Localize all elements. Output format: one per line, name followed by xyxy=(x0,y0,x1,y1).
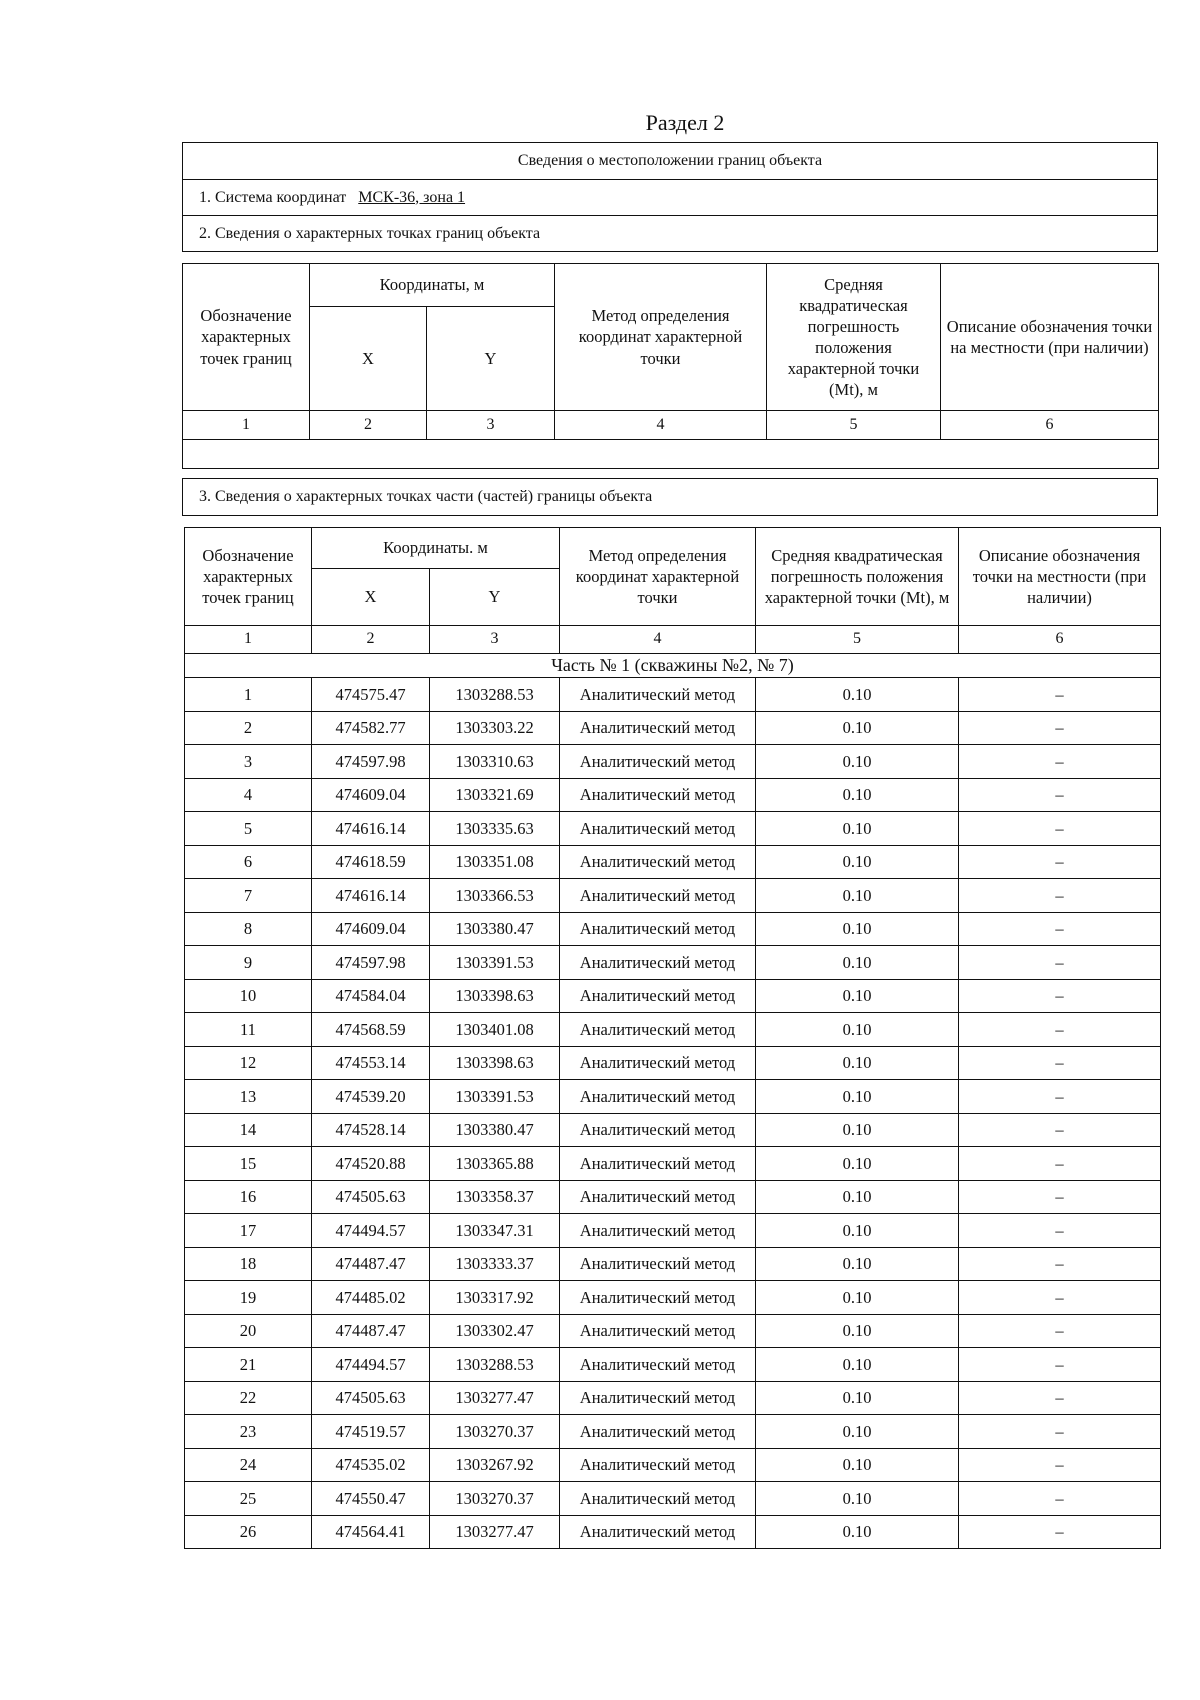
table-row xyxy=(185,1314,1161,1348)
mt-error: 0.10 xyxy=(756,1381,959,1415)
method: Аналитический метод xyxy=(560,979,756,1013)
table-row xyxy=(185,745,1161,779)
point-number: 4 xyxy=(185,778,312,812)
mt-error: 0.10 xyxy=(756,1046,959,1080)
col-number: 4 xyxy=(555,411,767,440)
point-number: 11 xyxy=(185,1013,312,1047)
mt-error: 0.10 xyxy=(756,946,959,980)
method: Аналитический метод xyxy=(560,812,756,846)
header-error: Средняя квадратическая погрешность положения характерной точки (Mt), м xyxy=(756,528,959,626)
coord-y: 1303391.53 xyxy=(430,1080,560,1114)
mt-error: 0.10 xyxy=(756,1147,959,1181)
description: – xyxy=(959,812,1161,846)
point-number: 7 xyxy=(185,879,312,913)
point-number: 23 xyxy=(185,1415,312,1449)
description: – xyxy=(959,745,1161,779)
coord-y: 1303288.53 xyxy=(430,678,560,712)
point-number: 25 xyxy=(185,1482,312,1516)
header-x: X xyxy=(312,569,430,626)
point-number: 26 xyxy=(185,1515,312,1549)
coord-x: 474528.14 xyxy=(312,1113,430,1147)
mt-error: 0.10 xyxy=(756,879,959,913)
coord-y: 1303401.08 xyxy=(430,1013,560,1047)
description: – xyxy=(959,1381,1161,1415)
section2-heading: 2. Сведения о характерных точках границ объекта xyxy=(183,215,1157,251)
point-number: 20 xyxy=(185,1314,312,1348)
description: – xyxy=(959,979,1161,1013)
mt-error: 0.10 xyxy=(756,778,959,812)
coord-y: 1303303.22 xyxy=(430,711,560,745)
method: Аналитический метод xyxy=(560,879,756,913)
mt-error: 0.10 xyxy=(756,1214,959,1248)
coord-x: 474568.59 xyxy=(312,1013,430,1047)
coord-x: 474520.88 xyxy=(312,1147,430,1181)
point-number: 13 xyxy=(185,1080,312,1114)
method: Аналитический метод xyxy=(560,1113,756,1147)
coord-y: 1303380.47 xyxy=(430,912,560,946)
method: Аналитический метод xyxy=(560,1147,756,1181)
header-description: Описание обозначения точки на местности (при наличии) xyxy=(959,528,1161,626)
coord-x: 474618.59 xyxy=(312,845,430,879)
header-method: Метод определения координат характерной точки xyxy=(560,528,756,626)
coord-x: 474597.98 xyxy=(312,745,430,779)
coord-y: 1303380.47 xyxy=(430,1113,560,1147)
mt-error: 0.10 xyxy=(756,678,959,712)
coord-y: 1303398.63 xyxy=(430,1046,560,1080)
method: Аналитический метод xyxy=(560,1214,756,1248)
method: Аналитический метод xyxy=(560,1013,756,1047)
table-row xyxy=(185,1281,1161,1315)
coord-y: 1303270.37 xyxy=(430,1482,560,1516)
point-number: 5 xyxy=(185,812,312,846)
boundary-points-table xyxy=(182,263,1159,469)
table-row xyxy=(185,1515,1161,1549)
info-box xyxy=(182,142,1158,252)
method: Аналитический метод xyxy=(560,1448,756,1482)
description: – xyxy=(959,1314,1161,1348)
header-description: Описание обозначения точки на местности (при наличии) xyxy=(941,264,1159,411)
table-row xyxy=(185,1080,1161,1114)
coord-x: 474584.04 xyxy=(312,979,430,1013)
col-number: 2 xyxy=(310,411,427,440)
col-number: 1 xyxy=(185,626,312,654)
header-error: Средняя квадратическая погрешность положения характерной точки (Mt), м xyxy=(767,264,941,411)
point-number: 18 xyxy=(185,1247,312,1281)
mt-error: 0.10 xyxy=(756,845,959,879)
coord-system-label: 1. Система координат xyxy=(199,188,347,206)
table-row xyxy=(185,711,1161,745)
col-number: 3 xyxy=(430,626,560,654)
coord-x: 474494.57 xyxy=(312,1348,430,1382)
col-number: 6 xyxy=(959,626,1161,654)
empty-row xyxy=(183,440,1159,469)
description: – xyxy=(959,1180,1161,1214)
coord-x: 474505.63 xyxy=(312,1180,430,1214)
point-number: 19 xyxy=(185,1281,312,1315)
header-coords: Координаты. м xyxy=(312,528,560,569)
method: Аналитический метод xyxy=(560,1415,756,1449)
table-row xyxy=(185,778,1161,812)
mt-error: 0.10 xyxy=(756,912,959,946)
method: Аналитический метод xyxy=(560,778,756,812)
coord-x: 474609.04 xyxy=(312,912,430,946)
point-number: 21 xyxy=(185,1348,312,1382)
table-row xyxy=(185,979,1161,1013)
description: – xyxy=(959,1482,1161,1516)
coord-x: 474616.14 xyxy=(312,879,430,913)
description: – xyxy=(959,879,1161,913)
description: – xyxy=(959,1080,1161,1114)
mt-error: 0.10 xyxy=(756,1314,959,1348)
coord-y: 1303366.53 xyxy=(430,879,560,913)
mt-error: 0.10 xyxy=(756,1515,959,1549)
mt-error: 0.10 xyxy=(756,1348,959,1382)
description: – xyxy=(959,711,1161,745)
description: – xyxy=(959,1415,1161,1449)
coord-x: 474582.77 xyxy=(312,711,430,745)
method: Аналитический метод xyxy=(560,745,756,779)
header-point: Обозначение характерных точек границ xyxy=(183,264,310,411)
mt-error: 0.10 xyxy=(756,1247,959,1281)
table-row xyxy=(185,912,1161,946)
mt-error: 0.10 xyxy=(756,1482,959,1516)
coord-x: 474609.04 xyxy=(312,778,430,812)
part-title: Часть № 1 (скважины №2, № 7) xyxy=(185,654,1161,678)
point-number: 2 xyxy=(185,711,312,745)
mt-error: 0.10 xyxy=(756,745,959,779)
coord-y: 1303302.47 xyxy=(430,1314,560,1348)
description: – xyxy=(959,1046,1161,1080)
col-number: 6 xyxy=(941,411,1159,440)
coord-x: 474564.41 xyxy=(312,1515,430,1549)
mt-error: 0.10 xyxy=(756,812,959,846)
coord-y: 1303288.53 xyxy=(430,1348,560,1382)
method: Аналитический метод xyxy=(560,946,756,980)
table-row xyxy=(185,1113,1161,1147)
mt-error: 0.10 xyxy=(756,1113,959,1147)
point-number: 10 xyxy=(185,979,312,1013)
coord-system-row xyxy=(183,179,1157,215)
coord-y: 1303398.63 xyxy=(430,979,560,1013)
point-number: 24 xyxy=(185,1448,312,1482)
point-number: 8 xyxy=(185,912,312,946)
table-row xyxy=(185,812,1161,846)
table-row xyxy=(185,1348,1161,1382)
header-point: Обозначение характерных точек границ xyxy=(185,528,312,626)
table-row xyxy=(185,1448,1161,1482)
method: Аналитический метод xyxy=(560,1381,756,1415)
header-coords: Координаты, м xyxy=(310,264,555,307)
coord-y: 1303333.37 xyxy=(430,1247,560,1281)
col-number: 1 xyxy=(183,411,310,440)
coord-y: 1303317.92 xyxy=(430,1281,560,1315)
table-row xyxy=(185,946,1161,980)
point-number: 16 xyxy=(185,1180,312,1214)
method: Аналитический метод xyxy=(560,711,756,745)
mt-error: 0.10 xyxy=(756,979,959,1013)
method: Аналитический метод xyxy=(560,845,756,879)
coord-y: 1303277.47 xyxy=(430,1515,560,1549)
part-points-table xyxy=(184,527,1161,1549)
coord-x: 474616.14 xyxy=(312,812,430,846)
point-number: 17 xyxy=(185,1214,312,1248)
mt-error: 0.10 xyxy=(756,711,959,745)
coord-y: 1303270.37 xyxy=(430,1415,560,1449)
coord-y: 1303347.31 xyxy=(430,1214,560,1248)
coord-y: 1303391.53 xyxy=(430,946,560,980)
header-x: X xyxy=(310,307,427,411)
description: – xyxy=(959,912,1161,946)
table-row xyxy=(185,1147,1161,1181)
col-number: 2 xyxy=(312,626,430,654)
coord-x: 474597.98 xyxy=(312,946,430,980)
col-number: 5 xyxy=(767,411,941,440)
mt-error: 0.10 xyxy=(756,1180,959,1214)
coord-y: 1303335.63 xyxy=(430,812,560,846)
method: Аналитический метод xyxy=(560,1247,756,1281)
method: Аналитический метод xyxy=(560,1281,756,1315)
coord-x: 474505.63 xyxy=(312,1381,430,1415)
point-number: 12 xyxy=(185,1046,312,1080)
description: – xyxy=(959,1448,1161,1482)
point-number: 6 xyxy=(185,845,312,879)
mt-error: 0.10 xyxy=(756,1080,959,1114)
table-row xyxy=(185,1482,1161,1516)
coord-y: 1303351.08 xyxy=(430,845,560,879)
section3-box xyxy=(182,478,1158,516)
point-number: 15 xyxy=(185,1147,312,1181)
mt-error: 0.10 xyxy=(756,1281,959,1315)
coord-y: 1303277.47 xyxy=(430,1381,560,1415)
coord-x: 474519.57 xyxy=(312,1415,430,1449)
description: – xyxy=(959,1247,1161,1281)
method: Аналитический метод xyxy=(560,912,756,946)
method: Аналитический метод xyxy=(560,1348,756,1382)
table-body xyxy=(185,678,1161,1549)
description: – xyxy=(959,1113,1161,1147)
description: – xyxy=(959,946,1161,980)
description: – xyxy=(959,1013,1161,1047)
table-row xyxy=(185,1013,1161,1047)
description: – xyxy=(959,1214,1161,1248)
method: Аналитический метод xyxy=(560,1180,756,1214)
table-row xyxy=(185,1381,1161,1415)
info-box-heading: Сведения о местоположении границ объекта xyxy=(517,152,823,169)
point-number: 9 xyxy=(185,946,312,980)
table-row xyxy=(185,1046,1161,1080)
description: – xyxy=(959,1147,1161,1181)
col-number: 5 xyxy=(756,626,959,654)
table-row xyxy=(185,1214,1161,1248)
mt-error: 0.10 xyxy=(756,1013,959,1047)
coord-x: 474575.47 xyxy=(312,678,430,712)
page-title: Раздел 2 xyxy=(645,110,725,135)
description: – xyxy=(959,1348,1161,1382)
header-y: Y xyxy=(430,569,560,626)
coord-x: 474535.02 xyxy=(312,1448,430,1482)
method: Аналитический метод xyxy=(560,1080,756,1114)
header-y: Y xyxy=(427,307,555,411)
point-number: 22 xyxy=(185,1381,312,1415)
coord-x: 474553.14 xyxy=(312,1046,430,1080)
col-number: 3 xyxy=(427,411,555,440)
point-number: 3 xyxy=(185,745,312,779)
table-row xyxy=(185,845,1161,879)
coord-x: 474487.47 xyxy=(312,1247,430,1281)
coord-y: 1303365.88 xyxy=(430,1147,560,1181)
method: Аналитический метод xyxy=(560,1314,756,1348)
coord-x: 474487.47 xyxy=(312,1314,430,1348)
coord-x: 474494.57 xyxy=(312,1214,430,1248)
header-method: Метод определения координат характерной точки xyxy=(555,264,767,411)
table-row xyxy=(185,1415,1161,1449)
description: – xyxy=(959,678,1161,712)
table-row xyxy=(185,1180,1161,1214)
method: Аналитический метод xyxy=(560,1046,756,1080)
coord-system-value: МСК-36, зона 1 xyxy=(358,188,466,206)
coord-y: 1303321.69 xyxy=(430,778,560,812)
description: – xyxy=(959,845,1161,879)
description: – xyxy=(959,1515,1161,1549)
coord-y: 1303358.37 xyxy=(430,1180,560,1214)
coord-x: 474550.47 xyxy=(312,1482,430,1516)
col-number: 4 xyxy=(560,626,756,654)
method: Аналитический метод xyxy=(560,1515,756,1549)
coord-y: 1303310.63 xyxy=(430,745,560,779)
description: – xyxy=(959,778,1161,812)
coord-x: 474485.02 xyxy=(312,1281,430,1315)
coord-x: 474539.20 xyxy=(312,1080,430,1114)
point-number: 14 xyxy=(185,1113,312,1147)
mt-error: 0.10 xyxy=(756,1415,959,1449)
method: Аналитический метод xyxy=(560,678,756,712)
table-row xyxy=(185,1247,1161,1281)
table-row xyxy=(185,879,1161,913)
point-number: 1 xyxy=(185,678,312,712)
method: Аналитический метод xyxy=(560,1482,756,1516)
mt-error: 0.10 xyxy=(756,1448,959,1482)
coord-y: 1303267.92 xyxy=(430,1448,560,1482)
section3-heading: 3. Сведения о характерных точках части (частей) границы объекта xyxy=(199,488,653,505)
table-row xyxy=(185,678,1161,712)
description: – xyxy=(959,1281,1161,1315)
